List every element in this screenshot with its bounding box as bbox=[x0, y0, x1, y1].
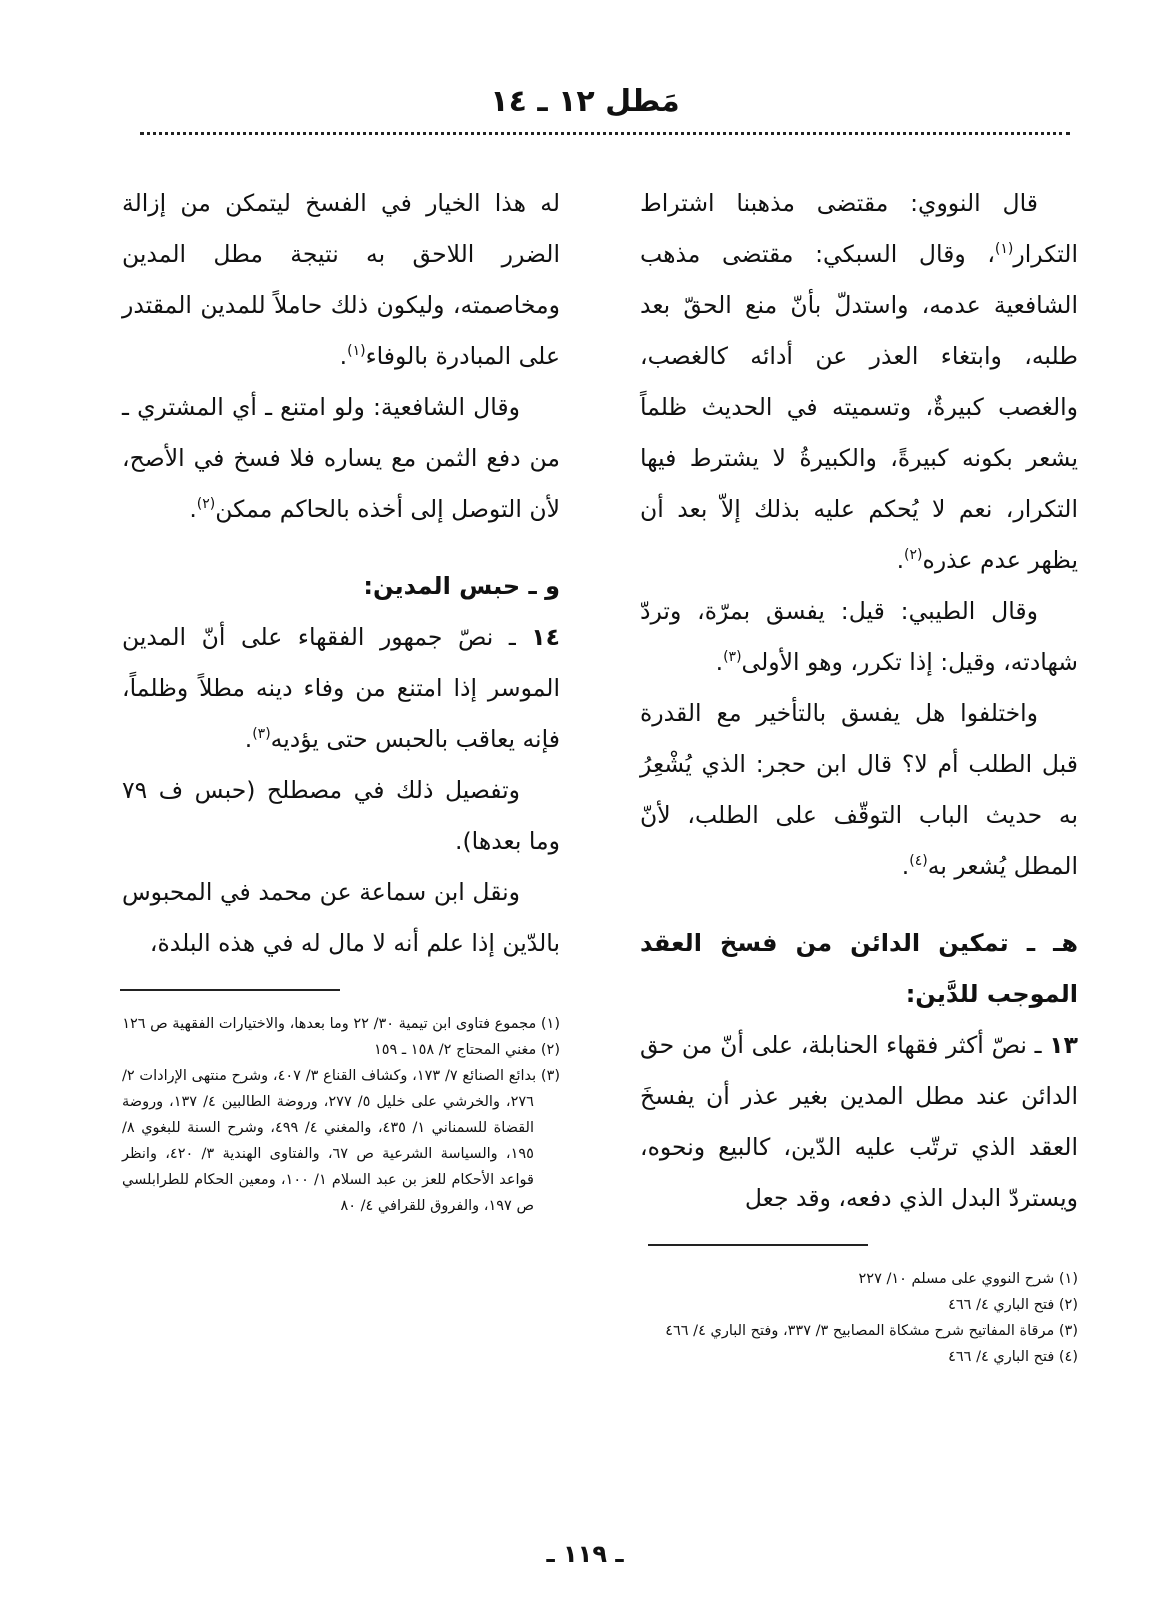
footnote: (٣) مرقاة المفاتيح شرح مشكاة المصابيح ٣/ ٣٣٧، وفتح الباري ٤/ ٤٦٦ bbox=[665, 1323, 1078, 1339]
left-paragraph-3: ١٤ ـ نصّ جمهور الفقهاء على أنّ المدين الموسر إذا امتنع من وفاء دينه مطلاً وظلماً، فإنه يعاقب بالحبس حتى يؤديه$^{(٣)}$. bbox=[122, 623, 560, 753]
left-column bbox=[122, 178, 560, 1219]
header-dotted-rule bbox=[140, 132, 1070, 135]
running-head-title: مَطل ١٢ ـ ١٤ bbox=[490, 84, 680, 119]
section-heading-w: و ـ حبس المدين: bbox=[363, 572, 560, 600]
footnote-ref-2[interactable]: (٢) bbox=[904, 547, 923, 564]
footnote: (٤) فتح الباري ٤/ ٤٦٦ bbox=[948, 1349, 1078, 1365]
footnote: (١) مجموع فتاوى ابن تيمية ٣٠/ ٢٢ وما بعدها، والاختيارات الفقهية ص ١٢٦ bbox=[122, 1016, 560, 1032]
page-number: ـ ١١٩ ـ bbox=[546, 1540, 624, 1568]
clause-number-13: ١٣ bbox=[1049, 1031, 1078, 1059]
footnote-ref-2[interactable]: (٢) bbox=[196, 496, 216, 513]
footnote: (٢) مغني المحتاج ٢/ ١٥٨ ـ ١٥٩ bbox=[373, 1042, 560, 1058]
footnote: (٢) فتح الباري ٤/ ٤٦٦ bbox=[948, 1297, 1078, 1313]
footnote: (٣) بدائع الصنائع ٧/ ١٧٣، وكشاف القناع ٣/ ٤٠٧، وشرح منتهى الإرادات ٢/ ٢٧٦، والخرشي على خليل ٥/ ٢٧٧، وروضة الطالبين ٤/ ١٣٧، وروضة القضاة للسمناني ١/ ٤٣٥، والمغني ٤/ ٤٩٩، وشرح السنة للبغوي ٨/ ١٩٥، والسياسة الشرعية ص ٦٧، والفتاوى الهندية ٣/ ٤٢٠، وانظر قواعد الأحكام للعز بن عبد السلام ١/ ١٠٠، ومعين الحكام للطرابلسي ص ١٩٧، والفروق للقرافي ٤/ ٨٠ bbox=[122, 1068, 561, 1214]
footnote-ref-3[interactable]: (٣) bbox=[252, 726, 271, 743]
clause-number-14: ١٤ bbox=[531, 623, 560, 651]
right-paragraph-2: وقال الطيبي: قيل: يفسق بمرّة، وتردّ شهادته، وقيل: إذا تكرر، وهو الأولى$^{(٣)}$. bbox=[640, 597, 1078, 676]
left-paragraph-4: وتفصيل ذلك في مصطلح (حبس ف ٧٩ وما بعدها). bbox=[122, 776, 560, 855]
right-column bbox=[640, 178, 1078, 1370]
left-paragraph-1: له هذا الخيار في الفسخ ليتمكن من إزالة الضرر اللاحق به نتيجة مطل المدين ومخاصمته، وليكون ذلك حاملاً للمدين المقتدر على المبادرة بالوفاء$^{(١)}$. bbox=[122, 189, 560, 370]
footnote-rule bbox=[648, 1244, 868, 1246]
left-footnotes bbox=[122, 1011, 560, 1219]
footnote-ref-1[interactable]: (١) bbox=[994, 241, 1014, 258]
footnote-ref-3[interactable]: (٣) bbox=[723, 649, 742, 666]
right-paragraph-4: ١٣ ـ نصّ أكثر فقهاء الحنابلة، على أنّ من حق الدائن عند مطل المدين بغير عذر أن يفسخَ العقد الذي ترتّب عليه الدّين، كالبيع ونحوه، ويستردّ البدل الذي دفعه، وقد جعل bbox=[640, 1031, 1078, 1212]
right-paragraph-3: واختلفوا هل يفسق بالتأخير مع القدرة قبل الطلب أم لا؟ قال ابن حجر: الذي يُشْعِرُ به حديث الباب التوقّف على الطلب، لأنّ المطل يُشعر به$^{(٤)}$. bbox=[640, 699, 1078, 880]
footnote-rule bbox=[120, 989, 340, 991]
right-paragraph-1: قال النووي: مقتضى مذهبنا اشتراط التكرار$^{(١)}$، وقال السبكي: مقتضى مذهب الشافعية عدمه، واستدلّ بأنّ منع الحقّ بعد طلبه، وابتغاء العذر عن أدائه كالغصب، والغصب كبيرةٌ، وتسميته في الحديث ظلماً يشعر بكونه كبيرةً، والكبيرةُ لا يشترط فيها التكرار، نعم لا يُحكم عليه بذلك إلاّ بعد أن يظهر عدم عذره$^{(٢)}$. bbox=[640, 189, 1078, 574]
left-paragraph-2: وقال الشافعية: ولو امتنع ـ أي المشتري ـ من دفع الثمن مع يساره فلا فسخ في الأصح، لأن التوصل إلى أخذه بالحاكم ممكن$^{(٢)}$. bbox=[122, 393, 560, 523]
footnote: (١) شرح النووي على مسلم ١٠/ ٢٢٧ bbox=[858, 1271, 1078, 1287]
footnote-ref-4[interactable]: (٤) bbox=[909, 853, 928, 870]
right-footnotes bbox=[640, 1266, 1078, 1370]
left-paragraph-5: ونقل ابن سماعة عن محمد في المحبوس بالدّين إذا علم أنه لا مال له في هذه البلدة، bbox=[122, 878, 560, 957]
section-heading-h: هـ ـ تمكين الدائن من فسخ العقد الموجب للدَّين: bbox=[640, 929, 1078, 1008]
footnote-ref-1[interactable]: (١) bbox=[347, 343, 366, 360]
